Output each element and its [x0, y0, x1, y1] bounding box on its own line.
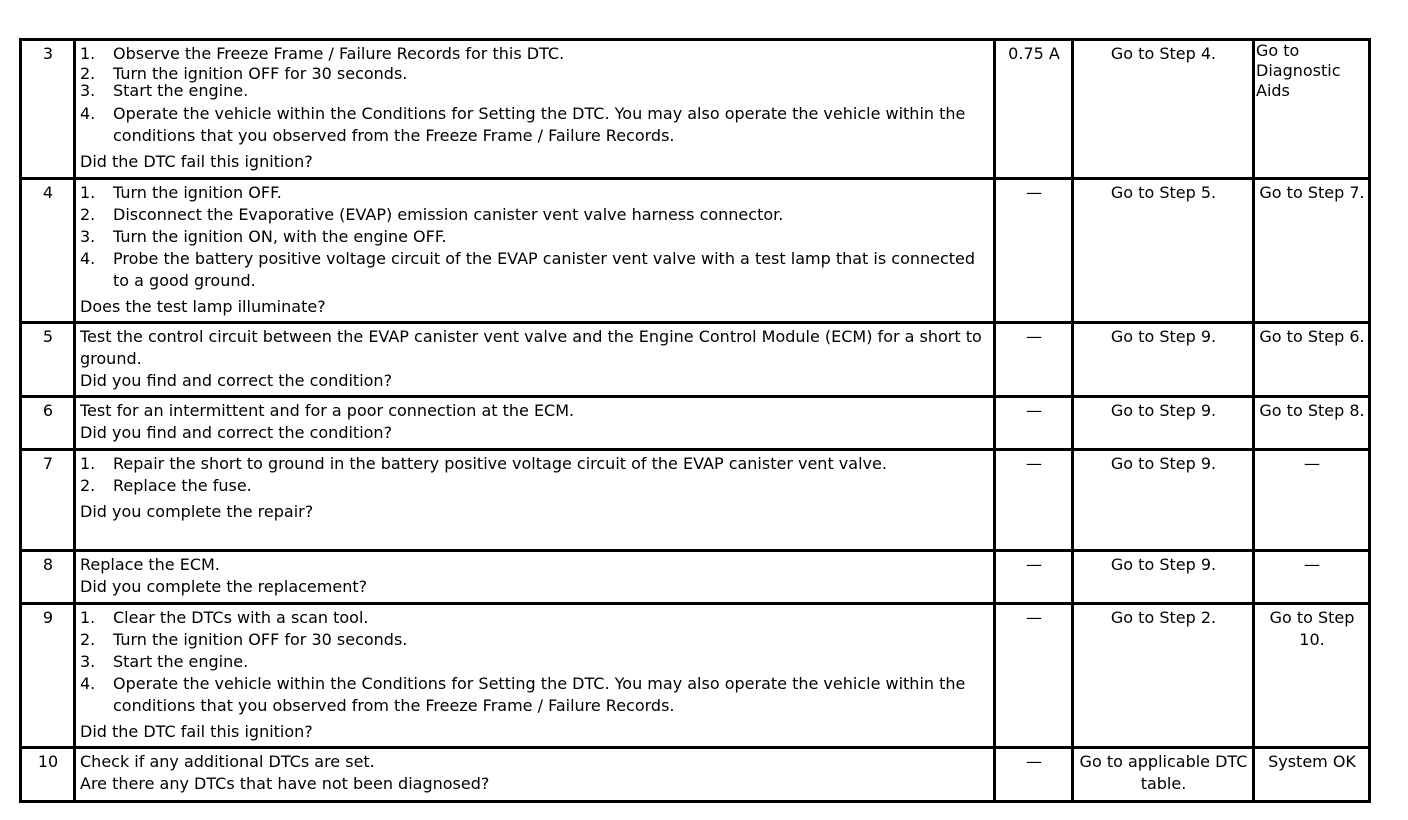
yes-cell: Go to Step 9. — [1073, 323, 1254, 397]
question-text: Did you complete the repair? — [80, 502, 314, 521]
step-number: 7 — [21, 450, 75, 551]
question-text: Did you find and correct the condition? — [80, 423, 393, 442]
list-item: 2. Replace the fuse. — [80, 476, 252, 495]
action-list — [80, 453, 990, 497]
action-cell — [75, 450, 995, 551]
action-cell — [75, 604, 995, 748]
step-number: 5 — [21, 323, 75, 397]
action-text: Test the control circuit between the EVAP canister vent valve and the Engine Control Module (ECM) for a short to ground. — [80, 327, 982, 368]
value-cell: — — [995, 397, 1073, 450]
list-item: 4. Operate the vehicle within the Conditions for Setting the DTC. You may also operate the vehicle within the conditions that you observed from the Freeze Frame / Failure Records. — [80, 674, 966, 715]
no-cell: Go to Diagnostic Aids — [1254, 40, 1370, 179]
list-item: 4. Probe the battery positive voltage circuit of the EVAP canister vent valve with a test lamp that is connected to a good ground. — [80, 249, 976, 290]
value-cell: — — [995, 604, 1073, 748]
question-text: Does the test lamp illuminate? — [80, 297, 326, 316]
action-text: Replace the ECM. — [80, 555, 220, 574]
table-row — [21, 40, 1370, 179]
action-list — [80, 182, 990, 292]
table-row — [21, 551, 1370, 604]
value-cell: — — [995, 323, 1073, 397]
list-item: 2. Turn the ignition OFF for 30 seconds. — [80, 630, 408, 649]
no-cell: Go to Step 10. — [1254, 604, 1370, 748]
value-cell: — — [995, 748, 1073, 802]
question-text: Did you find and correct the condition? — [80, 371, 393, 390]
step-number: 10 — [21, 748, 75, 802]
list-item: 3. Start the engine. — [80, 81, 249, 100]
diagnostic-table — [19, 38, 1371, 803]
no-cell: — — [1254, 551, 1370, 604]
no-cell: Go to Step 7. — [1254, 179, 1370, 323]
list-item: 1. Observe the Freeze Frame / Failure Records for this DTC. — [80, 44, 565, 63]
value-cell: — — [995, 179, 1073, 323]
table-row — [21, 604, 1370, 748]
action-cell — [75, 397, 995, 450]
list-item: 3. Turn the ignition ON, with the engine OFF. — [80, 227, 447, 246]
list-item: 4. Operate the vehicle within the Conditions for Setting the DTC. You may also operate the vehicle within the conditions that you observed from the Freeze Frame / Failure Records. — [80, 104, 966, 145]
list-item: 1. Clear the DTCs with a scan tool. — [80, 608, 369, 627]
action-cell — [75, 323, 995, 397]
yes-cell: Go to applicable DTC table. — [1073, 748, 1254, 802]
yes-cell: Go to Step 9. — [1073, 450, 1254, 551]
value-cell: — — [995, 450, 1073, 551]
question-text: Did the DTC fail this ignition? — [80, 152, 313, 171]
action-cell — [75, 40, 995, 179]
table-row — [21, 748, 1370, 802]
table-row — [21, 179, 1370, 323]
yes-cell: Go to Step 9. — [1073, 551, 1254, 604]
list-item: 3. Start the engine. — [80, 652, 249, 671]
yes-cell: Go to Step 5. — [1073, 179, 1254, 323]
step-number: 6 — [21, 397, 75, 450]
list-item: 1. Repair the short to ground in the battery positive voltage circuit of the EVAP canister vent valve. — [80, 454, 887, 473]
value-cell: 0.75 A — [995, 40, 1073, 179]
no-cell: Go to Step 8. — [1254, 397, 1370, 450]
action-cell — [75, 551, 995, 604]
yes-cell: Go to Step 9. — [1073, 397, 1254, 450]
action-cell — [75, 179, 995, 323]
question-text: Did the DTC fail this ignition? — [80, 722, 313, 741]
action-list — [80, 43, 990, 147]
step-number: 9 — [21, 604, 75, 748]
no-cell: System OK — [1254, 748, 1370, 802]
table-row — [21, 323, 1370, 397]
table-row — [21, 450, 1370, 551]
list-item: 2. Disconnect the Evaporative (EVAP) emission canister vent valve harness connector. — [80, 205, 784, 224]
no-cell: — — [1254, 450, 1370, 551]
table-row — [21, 397, 1370, 450]
question-text: Are there any DTCs that have not been diagnosed? — [80, 774, 490, 793]
no-cell: Go to Step 6. — [1254, 323, 1370, 397]
action-text: Test for an intermittent and for a poor connection at the ECM. — [80, 401, 575, 420]
list-item: 2. Turn the ignition OFF for 30 seconds. — [80, 64, 408, 83]
yes-cell: Go to Step 2. — [1073, 604, 1254, 748]
action-text: Check if any additional DTCs are set. — [80, 752, 375, 771]
yes-cell: Go to Step 4. — [1073, 40, 1254, 179]
value-cell: — — [995, 551, 1073, 604]
action-list — [80, 607, 990, 717]
step-number: 8 — [21, 551, 75, 604]
step-number: 4 — [21, 179, 75, 323]
question-text: Did you complete the replacement? — [80, 577, 368, 596]
list-item: 1. Turn the ignition OFF. — [80, 183, 282, 202]
step-number: 3 — [21, 40, 75, 179]
action-cell — [75, 748, 995, 802]
